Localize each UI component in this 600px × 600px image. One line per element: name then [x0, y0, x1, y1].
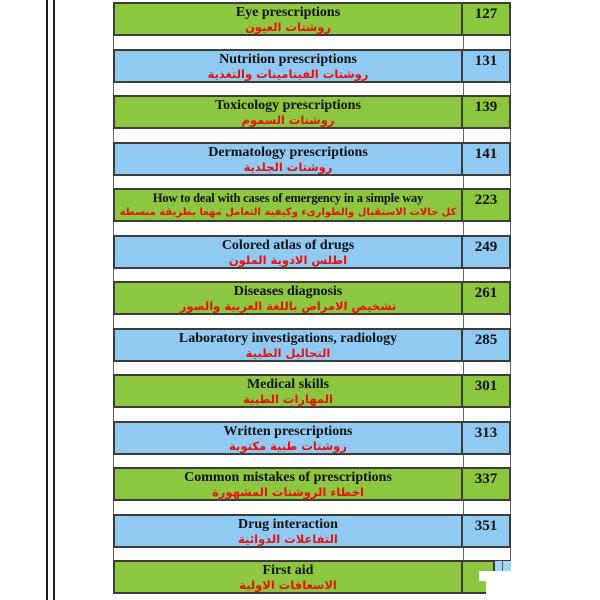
- toc-row: [113, 281, 511, 315]
- toc-row-title-cell: [115, 330, 461, 360]
- toc-row-title-cell: [115, 423, 461, 453]
- toc-row-page-cell: [461, 283, 509, 313]
- toc-row-title-cell: [115, 376, 461, 406]
- toc-entry-title-arabic: اطلس الادوية الملون: [228, 252, 348, 267]
- toc-entry-title-english: Written prescriptions: [223, 423, 353, 439]
- toc-row-title-cell: [115, 237, 461, 267]
- toc-entry-title-arabic: روشتات العيون: [244, 20, 332, 34]
- toc-entry-page-number: 285: [474, 331, 498, 348]
- toc-row-title-cell: [115, 516, 461, 546]
- toc-entry-title-english: Dermatology prescriptions: [208, 144, 368, 160]
- toc-row-title-cell: [115, 283, 461, 313]
- toc-entry-title-arabic: روشتات طبية مكتوبة: [229, 438, 347, 453]
- toc-entry-title-arabic: روشتات الجلدية: [243, 159, 333, 174]
- toc-row: [113, 235, 511, 269]
- toc-entry-title-english: Laboratory investigations, radiology: [178, 330, 398, 346]
- toc-row: [113, 421, 511, 455]
- toc-row-page-cell: [461, 469, 509, 499]
- toc-entry-title-arabic: التحاليل الطبية: [245, 345, 331, 360]
- toc-row-page-cell: [461, 423, 509, 453]
- toc-row-page-cell: [461, 516, 509, 546]
- toc-entry-title-english: Common mistakes of prescriptions: [184, 470, 392, 485]
- toc-row-page-cell: [461, 97, 509, 127]
- white-cursor-artifact: [486, 580, 548, 600]
- toc-entry-title-english: Drug interaction: [238, 516, 338, 532]
- toc-entry-title-arabic: روشتات الفيتامينات والتغذية: [207, 66, 369, 81]
- toc-entry-page-number: 261: [474, 285, 498, 301]
- toc-row-page-cell: [461, 51, 509, 81]
- toc-entry-title-english: How to deal with cases of emergency in a simple way: [152, 191, 424, 205]
- toc-row-title-cell: [115, 4, 461, 34]
- toc-entry-page-number: 223: [474, 192, 498, 208]
- toc-row: [113, 514, 511, 548]
- toc-row-title-cell: [115, 51, 461, 81]
- toc-entry-page-number: 313: [474, 424, 498, 441]
- toc-row: [113, 2, 511, 36]
- toc-entry-page-number: 301: [474, 378, 498, 394]
- toc-row: [113, 560, 511, 594]
- toc-entry-page-number: 141: [474, 145, 498, 162]
- toc-entry-title-english: Toxicology prescriptions: [215, 98, 361, 113]
- toc-row-page-cell: [461, 330, 509, 360]
- toc-row-page-cell: [461, 190, 509, 220]
- toc-entry-title-english: First aid: [262, 563, 314, 578]
- toc-entry-title-english: Medical skills: [246, 377, 330, 392]
- toc-entry-title-arabic: كل حالات الاستقبال والطوارىء وكيفية التعامل مهعا بطريقة مبسطة: [119, 207, 457, 218]
- toc-row: [113, 49, 511, 83]
- toc-row: [113, 328, 511, 362]
- toc-row: [113, 188, 511, 222]
- toc-row-title-cell: [115, 469, 461, 499]
- toc-row-title-cell: [115, 144, 461, 174]
- toc-row: [113, 95, 511, 129]
- toc-row-title-cell: [115, 562, 461, 592]
- toc-entry-page-number: 351: [474, 517, 498, 534]
- toc-entry-title-arabic: اخطاء الروشتات المشهورة: [212, 485, 364, 499]
- toc-entry-title-arabic: التفاعلات الدوائية: [238, 531, 338, 546]
- toc-row-page-cell: [461, 376, 509, 406]
- toc-row: [113, 142, 511, 176]
- toc-entry-title-arabic: تشخيص الامراض باللغة العربية والصور: [179, 299, 397, 313]
- toc-entry-page-number: 139: [474, 99, 498, 115]
- toc-row-page-cell: [461, 144, 509, 174]
- toc-row-title-cell: [115, 97, 461, 127]
- toc-entry-title-english: Eye prescriptions: [235, 5, 341, 20]
- page-edge-line: [46, 0, 55, 600]
- toc-row-page-cell: [461, 237, 509, 267]
- toc-entry-title-english: Colored atlas of drugs: [221, 237, 355, 253]
- toc-row: [113, 467, 511, 501]
- toc-table: [113, 2, 511, 598]
- toc-entry-page-number: 127: [474, 6, 498, 22]
- toc-row-page-cell: [461, 4, 509, 34]
- toc-row: [113, 374, 511, 408]
- toc-entry-page-number: 337: [474, 471, 498, 487]
- toc-rows: [113, 2, 511, 594]
- toc-entry-page-number: 131: [474, 52, 498, 69]
- toc-row-title-cell: [115, 190, 461, 220]
- toc-entry-title-english: Nutrition prescriptions: [219, 51, 357, 67]
- toc-entry-page-number: 249: [474, 238, 498, 255]
- toc-entry-title-arabic: المهارات الطبية: [243, 392, 333, 406]
- toc-entry-title-arabic: الاسعافات الاولية: [239, 578, 337, 592]
- toc-entry-title-english: Diseases diagnosis: [233, 284, 343, 299]
- toc-entry-title-arabic: روشتات السموم: [241, 113, 335, 127]
